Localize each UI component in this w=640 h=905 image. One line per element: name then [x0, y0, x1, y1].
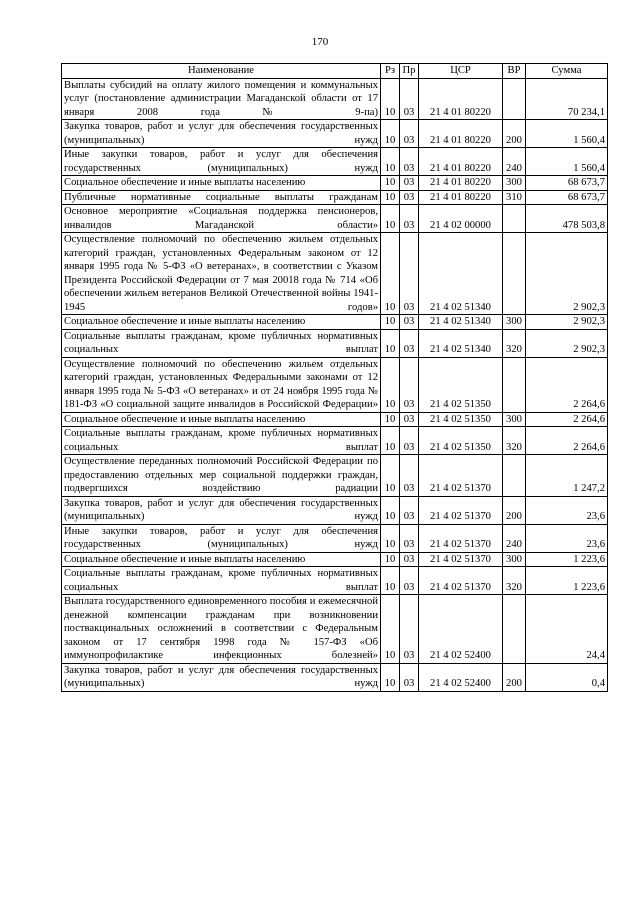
- budget-table: [61, 63, 608, 692]
- row-csr-cell: 21 4 02 00000: [419, 205, 503, 233]
- row-pr-cell: 03: [400, 595, 419, 664]
- table-row: [62, 315, 608, 330]
- table-row: [62, 412, 608, 427]
- row-vr-cell: 240: [503, 524, 526, 552]
- row-pr-cell: 03: [400, 315, 419, 330]
- table-row: [62, 329, 608, 357]
- row-name-cell: Выплата государственного единовременного пособия и ежемесячной денежной компенсации гражданам при возникновении поствакцинальных осложнений в соответствии с Федеральным законом от 17 сентября 1998 года № 157-ФЗ «Об иммунопрофилактике инфекционных болезней»: [62, 595, 381, 664]
- row-name-cell: Закупка товаров, работ и услуг для обеспечения государственных (муниципальных) нужд: [62, 120, 381, 148]
- row-name-cell: Осуществление переданных полномочий Российской Федерации по предоставлению отдельных мер социальной поддержки граждан, подвергшихся воздействию радиации: [62, 455, 381, 497]
- row-rz-cell: 10: [381, 496, 400, 524]
- row-rz-cell: 10: [381, 524, 400, 552]
- row-name-cell: Социальное обеспечение и иные выплаты населению: [62, 176, 381, 191]
- row-sum-cell: 0,4: [526, 663, 608, 691]
- row-name-cell: Социальные выплаты гражданам, кроме публичных нормативных социальных выплат: [62, 567, 381, 595]
- row-name-cell: Закупка товаров, работ и услуг для обеспечения государственных (муниципальных) нужд: [62, 496, 381, 524]
- row-sum-cell: 68 673,7: [526, 190, 608, 205]
- row-name-cell: Социальное обеспечение и иные выплаты населению: [62, 315, 381, 330]
- row-sum-cell: 24,4: [526, 595, 608, 664]
- header-sum: Сумма: [526, 64, 608, 79]
- row-pr-cell: 03: [400, 148, 419, 176]
- row-sum-cell: 1 560,4: [526, 148, 608, 176]
- row-sum-cell: 2 264,6: [526, 357, 608, 412]
- row-rz-cell: 10: [381, 455, 400, 497]
- table-row: [62, 78, 608, 120]
- row-name-cell: Выплаты субсидий на оплату жилого помещения и коммунальных услуг (постановление администрации Магаданской области от 17 января 2008 года № 9-па): [62, 78, 381, 120]
- row-vr-cell: 200: [503, 496, 526, 524]
- row-pr-cell: 03: [400, 233, 419, 315]
- row-csr-cell: 21 4 02 51350: [419, 427, 503, 455]
- row-vr-cell: 200: [503, 120, 526, 148]
- row-sum-cell: 2 902,3: [526, 329, 608, 357]
- row-rz-cell: 10: [381, 190, 400, 205]
- row-pr-cell: 03: [400, 412, 419, 427]
- row-vr-cell: [503, 78, 526, 120]
- row-pr-cell: 03: [400, 427, 419, 455]
- row-csr-cell: 21 4 02 52400: [419, 595, 503, 664]
- row-rz-cell: 10: [381, 315, 400, 330]
- row-sum-cell: 2 902,3: [526, 233, 608, 315]
- row-rz-cell: 10: [381, 120, 400, 148]
- row-pr-cell: 03: [400, 120, 419, 148]
- row-vr-cell: 200: [503, 663, 526, 691]
- row-name-cell: Иные закупки товаров, работ и услуг для обеспечения государственных (муниципальных) нужд: [62, 524, 381, 552]
- row-vr-cell: 240: [503, 148, 526, 176]
- row-name-cell: Социальные выплаты гражданам, кроме публичных нормативных социальных выплат: [62, 329, 381, 357]
- row-csr-cell: 21 4 02 51370: [419, 455, 503, 497]
- row-pr-cell: 03: [400, 663, 419, 691]
- table-row: [62, 663, 608, 691]
- table-row: [62, 427, 608, 455]
- row-pr-cell: 03: [400, 78, 419, 120]
- row-vr-cell: [503, 455, 526, 497]
- row-csr-cell: 21 4 01 80220: [419, 176, 503, 191]
- table-row: [62, 357, 608, 412]
- row-vr-cell: [503, 595, 526, 664]
- row-rz-cell: 10: [381, 567, 400, 595]
- row-csr-cell: 21 4 01 80220: [419, 78, 503, 120]
- row-vr-cell: [503, 233, 526, 315]
- row-rz-cell: 10: [381, 148, 400, 176]
- row-rz-cell: 10: [381, 427, 400, 455]
- row-pr-cell: 03: [400, 567, 419, 595]
- row-name-cell: Социальное обеспечение и иные выплаты населению: [62, 552, 381, 567]
- table-header-row: [62, 64, 608, 79]
- header-rz: Рз: [381, 64, 400, 79]
- row-sum-cell: 1 247,2: [526, 455, 608, 497]
- row-csr-cell: 21 4 02 51350: [419, 412, 503, 427]
- row-vr-cell: 300: [503, 552, 526, 567]
- row-sum-cell: 68 673,7: [526, 176, 608, 191]
- row-name-cell: Иные закупки товаров, работ и услуг для обеспечения государственных (муниципальных) нужд: [62, 148, 381, 176]
- row-vr-cell: [503, 357, 526, 412]
- header-vr: ВР: [503, 64, 526, 79]
- row-sum-cell: 23,6: [526, 496, 608, 524]
- row-rz-cell: 10: [381, 233, 400, 315]
- row-csr-cell: 21 4 01 80220: [419, 148, 503, 176]
- row-vr-cell: [503, 205, 526, 233]
- row-name-cell: Социальное обеспечение и иные выплаты населению: [62, 412, 381, 427]
- row-vr-cell: 320: [503, 567, 526, 595]
- row-csr-cell: 21 4 02 51340: [419, 329, 503, 357]
- row-csr-cell: 21 4 02 51340: [419, 233, 503, 315]
- row-csr-cell: 21 4 01 80220: [419, 190, 503, 205]
- table-row: [62, 176, 608, 191]
- table-row: [62, 552, 608, 567]
- row-rz-cell: 10: [381, 357, 400, 412]
- row-pr-cell: 03: [400, 176, 419, 191]
- header-csr: ЦСР: [419, 64, 503, 79]
- row-pr-cell: 03: [400, 496, 419, 524]
- row-pr-cell: 03: [400, 455, 419, 497]
- row-vr-cell: 300: [503, 315, 526, 330]
- page-number: 170: [311, 36, 329, 48]
- table-row: [62, 595, 608, 664]
- row-sum-cell: 478 503,8: [526, 205, 608, 233]
- row-pr-cell: 03: [400, 552, 419, 567]
- row-pr-cell: 03: [400, 190, 419, 205]
- header-pr: Пр: [400, 64, 419, 79]
- table-row: [62, 190, 608, 205]
- row-csr-cell: 21 4 02 51340: [419, 315, 503, 330]
- row-sum-cell: 1 223,6: [526, 567, 608, 595]
- table-row: [62, 233, 608, 315]
- table-row: [62, 567, 608, 595]
- row-sum-cell: 70 234,1: [526, 78, 608, 120]
- row-rz-cell: 10: [381, 663, 400, 691]
- row-csr-cell: 21 4 02 52400: [419, 663, 503, 691]
- row-sum-cell: 2 264,6: [526, 427, 608, 455]
- row-sum-cell: 1 223,6: [526, 552, 608, 567]
- row-sum-cell: 2 902,3: [526, 315, 608, 330]
- row-sum-cell: 1 560,4: [526, 120, 608, 148]
- row-name-cell: Социальные выплаты гражданам, кроме публичных нормативных социальных выплат: [62, 427, 381, 455]
- row-rz-cell: 10: [381, 552, 400, 567]
- table-body: [62, 78, 608, 691]
- row-rz-cell: 10: [381, 176, 400, 191]
- row-name-cell: Публичные нормативные социальные выплаты гражданам: [62, 190, 381, 205]
- row-vr-cell: 320: [503, 329, 526, 357]
- row-csr-cell: 21 4 02 51370: [419, 524, 503, 552]
- row-pr-cell: 03: [400, 205, 419, 233]
- row-csr-cell: 21 4 02 51350: [419, 357, 503, 412]
- row-csr-cell: 21 4 02 51370: [419, 496, 503, 524]
- table-row: [62, 148, 608, 176]
- row-name-cell: Основное мероприятие «Социальная поддержка пенсионеров, инвалидов Магаданской области»: [62, 205, 381, 233]
- row-csr-cell: 21 4 02 51370: [419, 552, 503, 567]
- table-row: [62, 524, 608, 552]
- row-sum-cell: 23,6: [526, 524, 608, 552]
- row-name-cell: Осуществление полномочий по обеспечению жильем отдельных категорий граждан, установленных Федеральными законами от 12 января 1995 года № 5-ФЗ «О ветеранах» и от 24 ноября 1995 года № 181-ФЗ «О социальной защите инвалидов в Российской Федерации»: [62, 357, 381, 412]
- table-row: [62, 120, 608, 148]
- table-row: [62, 496, 608, 524]
- row-vr-cell: 310: [503, 190, 526, 205]
- table-row: [62, 455, 608, 497]
- row-csr-cell: 21 4 02 51370: [419, 567, 503, 595]
- row-rz-cell: 10: [381, 595, 400, 664]
- table-row: [62, 205, 608, 233]
- row-csr-cell: 21 4 01 80220: [419, 120, 503, 148]
- row-rz-cell: 10: [381, 205, 400, 233]
- row-vr-cell: 320: [503, 427, 526, 455]
- row-pr-cell: 03: [400, 524, 419, 552]
- row-vr-cell: 300: [503, 412, 526, 427]
- row-rz-cell: 10: [381, 412, 400, 427]
- row-pr-cell: 03: [400, 357, 419, 412]
- row-rz-cell: 10: [381, 329, 400, 357]
- row-name-cell: Закупка товаров, работ и услуг для обеспечения государственных (муниципальных) нужд: [62, 663, 381, 691]
- row-sum-cell: 2 264,6: [526, 412, 608, 427]
- row-rz-cell: 10: [381, 78, 400, 120]
- header-name: Наименование: [62, 64, 381, 79]
- row-pr-cell: 03: [400, 329, 419, 357]
- row-vr-cell: 300: [503, 176, 526, 191]
- row-name-cell: Осуществление полномочий по обеспечению жильем отдельных категорий граждан, установленных Федеральным законом от 12 января 1995 года № 5-ФЗ «О ветеранах», в соответствии с Указом Президента Российской Федерации от 7 мая 20018 года № 714 «Об обеспечении жильем ветеранов Великой Отечественной войны 1941-1945 годов»: [62, 233, 381, 315]
